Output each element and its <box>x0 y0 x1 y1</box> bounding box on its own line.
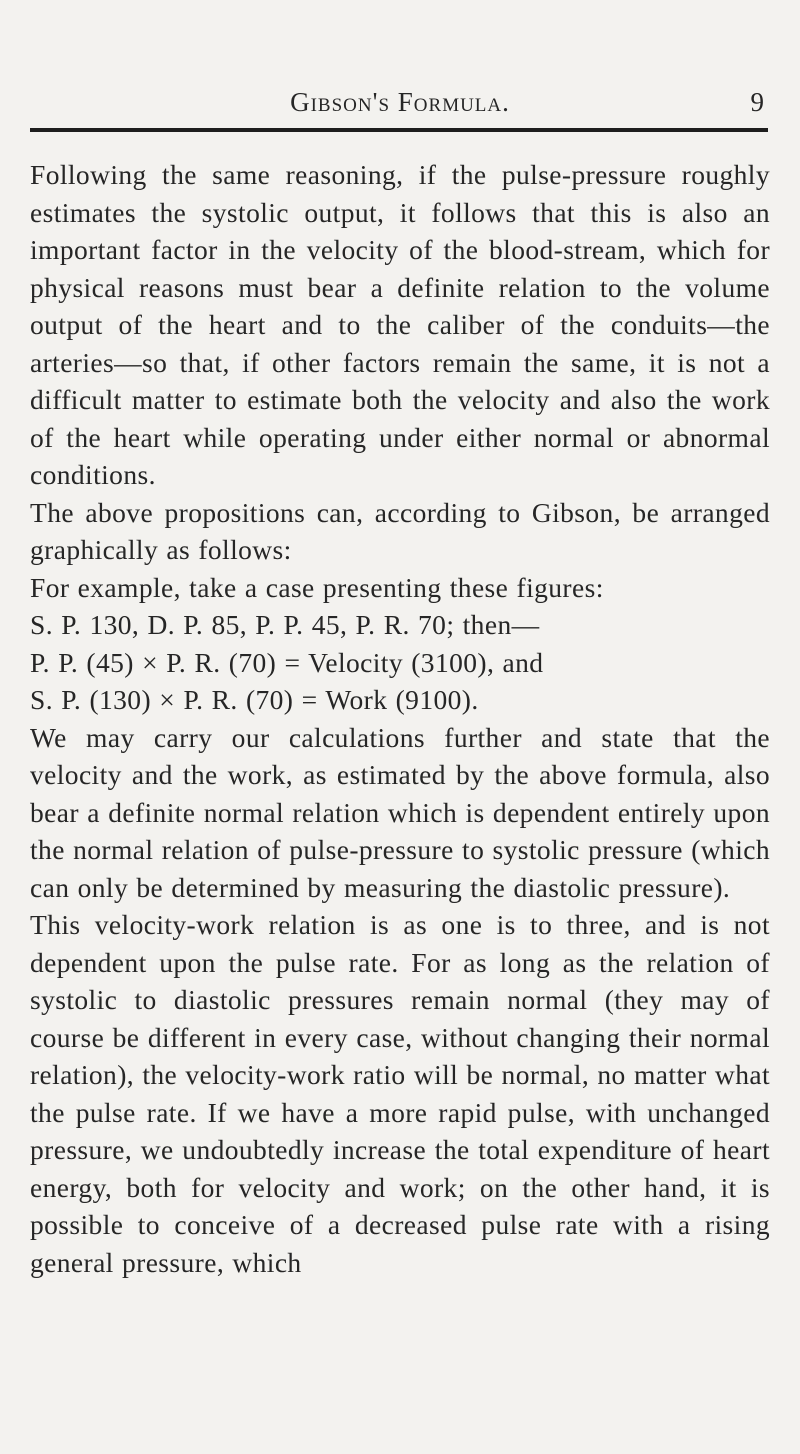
body-text <box>30 156 770 1281</box>
running-title: Gibson's Formula. <box>290 87 510 117</box>
paragraph-calculations: We may carry our calculations further and state that the velocity and the work, as estimated by the above formula, also bear a definite normal relation which is dependent entirely upon the normal relation of pulse-pressure to systolic pressure (which can only be determined by measuring the diastolic pressure). <box>30 721 770 903</box>
paragraph-velocity-work-relation: This velocity-work relation is as one is to three, and is not dependent upon the pulse rate. For as long as the relation of systolic to diastolic pressures remain normal (they may of course be different in every case, without changing their normal relation), the velocity-work ratio will be normal, no matter what the pulse rate. If we have a more rapid pulse, with unchanged pressure, we undoubtedly increase the total expenditure of heart energy, both for velocity and work; on the other hand, it is possible to conceive of a decreased pulse rate with a rising general pressure, which <box>30 909 770 1278</box>
paragraph-reasoning: Following the same reasoning, if the pulse-pressure roughly estimates the systolic output, it follows that this is also an important factor in the velocity of the blood-stream, which for physical reasons must bear a definite relation to the volume output of the heart and to the caliber of the conduits—the arteries—so that, if other factors remain the same, it is not a difficult matter to estimate both the velocity and also the work of the heart while operating under either normal or abnormal conditions. <box>30 159 770 490</box>
example-figures: S. P. 130, D. P. 85, P. P. 45, P. R. 70; then— <box>30 609 540 640</box>
paragraph-propositions: The above propositions can, according to Gibson, be arranged graphically as follows: <box>30 496 770 565</box>
velocity-formula: P. P. (45) × P. R. (70) = Velocity (3100), and <box>30 646 544 678</box>
running-header <box>30 84 770 120</box>
header-rule <box>30 128 768 132</box>
work-formula: S. P. (130) × P. R. (70) = Work (9100). <box>30 684 479 715</box>
paragraph-example: For example, take a case presenting these figures: <box>30 571 604 603</box>
page-number: 9 <box>750 87 764 117</box>
